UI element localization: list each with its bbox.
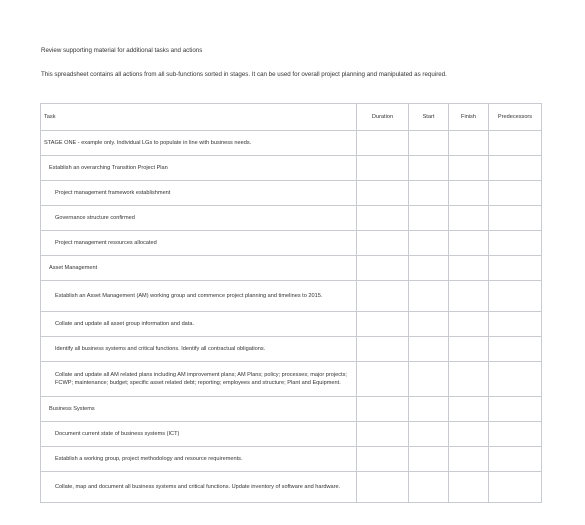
- duration-cell[interactable]: [357, 131, 409, 156]
- duration-cell[interactable]: [357, 156, 409, 181]
- finish-cell[interactable]: [449, 472, 489, 503]
- duration-cell[interactable]: [357, 281, 409, 312]
- predecessors-cell[interactable]: [489, 181, 542, 206]
- start-cell[interactable]: [409, 422, 449, 447]
- predecessors-cell[interactable]: [489, 337, 542, 362]
- task-cell[interactable]: Establish an overarching Transition Project Plan: [41, 156, 357, 181]
- duration-cell[interactable]: [357, 181, 409, 206]
- duration-cell[interactable]: [357, 231, 409, 256]
- duration-cell[interactable]: [357, 337, 409, 362]
- intro-review-note: Review supporting material for additional tasks and actions: [41, 47, 203, 54]
- finish-cell[interactable]: [449, 422, 489, 447]
- predecessors-cell[interactable]: [489, 131, 542, 156]
- finish-cell[interactable]: [449, 447, 489, 472]
- task-cell[interactable]: Project management framework establishment: [41, 181, 357, 206]
- finish-cell[interactable]: [449, 256, 489, 281]
- finish-cell[interactable]: [449, 281, 489, 312]
- task-cell[interactable]: Identify all business systems and critical functions. Identify all contractual obligations.: [41, 337, 357, 362]
- start-cell[interactable]: [409, 337, 449, 362]
- predecessors-cell[interactable]: [489, 231, 542, 256]
- duration-cell[interactable]: [357, 447, 409, 472]
- start-cell[interactable]: [409, 397, 449, 422]
- task-cell[interactable]: Collate, map and document all business systems and critical functions. Update inventory of software and hardware.: [41, 472, 357, 503]
- predecessors-cell[interactable]: [489, 156, 542, 181]
- table-row: [41, 181, 542, 206]
- start-cell[interactable]: [409, 156, 449, 181]
- duration-cell[interactable]: [357, 422, 409, 447]
- table-row: [41, 231, 542, 256]
- task-table: [40, 103, 542, 503]
- duration-cell[interactable]: [357, 256, 409, 281]
- finish-cell[interactable]: [449, 131, 489, 156]
- predecessors-cell[interactable]: [489, 362, 542, 397]
- start-cell[interactable]: [409, 362, 449, 397]
- start-cell[interactable]: [409, 231, 449, 256]
- task-cell[interactable]: Governance structure confirmed: [41, 206, 357, 231]
- finish-cell[interactable]: [449, 156, 489, 181]
- task-cell[interactable]: Business Systems: [41, 397, 357, 422]
- predecessors-cell[interactable]: [489, 206, 542, 231]
- header-start[interactable]: Start: [409, 104, 449, 131]
- header-finish[interactable]: Finish: [449, 104, 489, 131]
- duration-cell[interactable]: [357, 312, 409, 337]
- task-cell[interactable]: Establish an Asset Management (AM) working group and commence project planning and timelines to 2015.: [41, 281, 357, 312]
- task-cell[interactable]: Document current state of business systems (ICT): [41, 422, 357, 447]
- predecessors-cell[interactable]: [489, 422, 542, 447]
- start-cell[interactable]: [409, 447, 449, 472]
- table-row: [41, 256, 542, 281]
- table-row: [41, 337, 542, 362]
- intro-description: This spreadsheet contains all actions from all sub-functions sorted in stages. It can be used for overall project planning and manipulated as required.: [41, 71, 447, 78]
- start-cell[interactable]: [409, 206, 449, 231]
- start-cell[interactable]: [409, 181, 449, 206]
- table-row: [41, 206, 542, 231]
- finish-cell[interactable]: [449, 231, 489, 256]
- table-row: [41, 472, 542, 503]
- start-cell[interactable]: [409, 312, 449, 337]
- table-row: [41, 447, 542, 472]
- table-row: [41, 281, 542, 312]
- predecessors-cell[interactable]: [489, 397, 542, 422]
- table-row: [41, 397, 542, 422]
- finish-cell[interactable]: [449, 397, 489, 422]
- task-cell[interactable]: Collate and update all AM related plans including AM improvement plans; AM Plans; policy; processes; major projects; FCWP; maintenance; budget; specific asset related debt; reporting; employees and structure; Plant and Equipment.: [41, 362, 357, 397]
- table-row: [41, 362, 542, 397]
- finish-cell[interactable]: [449, 206, 489, 231]
- header-task[interactable]: Task: [41, 104, 357, 131]
- table-row: [41, 312, 542, 337]
- table-row: [41, 156, 542, 181]
- finish-cell[interactable]: [449, 312, 489, 337]
- start-cell[interactable]: [409, 472, 449, 503]
- table-row: [41, 131, 542, 156]
- task-cell[interactable]: Asset Management: [41, 256, 357, 281]
- duration-cell[interactable]: [357, 397, 409, 422]
- duration-cell[interactable]: [357, 206, 409, 231]
- header-duration[interactable]: Duration: [357, 104, 409, 131]
- predecessors-cell[interactable]: [489, 281, 542, 312]
- predecessors-cell[interactable]: [489, 472, 542, 503]
- header-predecessors[interactable]: Predecessors: [489, 104, 542, 131]
- task-cell[interactable]: Project management resources allocated: [41, 231, 357, 256]
- finish-cell[interactable]: [449, 181, 489, 206]
- finish-cell[interactable]: [449, 337, 489, 362]
- predecessors-cell[interactable]: [489, 312, 542, 337]
- predecessors-cell[interactable]: [489, 256, 542, 281]
- start-cell[interactable]: [409, 256, 449, 281]
- task-cell[interactable]: Collate and update all asset group information and data.: [41, 312, 357, 337]
- duration-cell[interactable]: [357, 362, 409, 397]
- table-header-row: [41, 104, 542, 131]
- finish-cell[interactable]: [449, 362, 489, 397]
- table-row: [41, 422, 542, 447]
- task-cell[interactable]: Establish a working group, project methodology and resource requirements.: [41, 447, 357, 472]
- predecessors-cell[interactable]: [489, 447, 542, 472]
- start-cell[interactable]: [409, 281, 449, 312]
- start-cell[interactable]: [409, 131, 449, 156]
- task-cell[interactable]: STAGE ONE - example only. Individual LGs to populate in line with business needs.: [41, 131, 357, 156]
- duration-cell[interactable]: [357, 472, 409, 503]
